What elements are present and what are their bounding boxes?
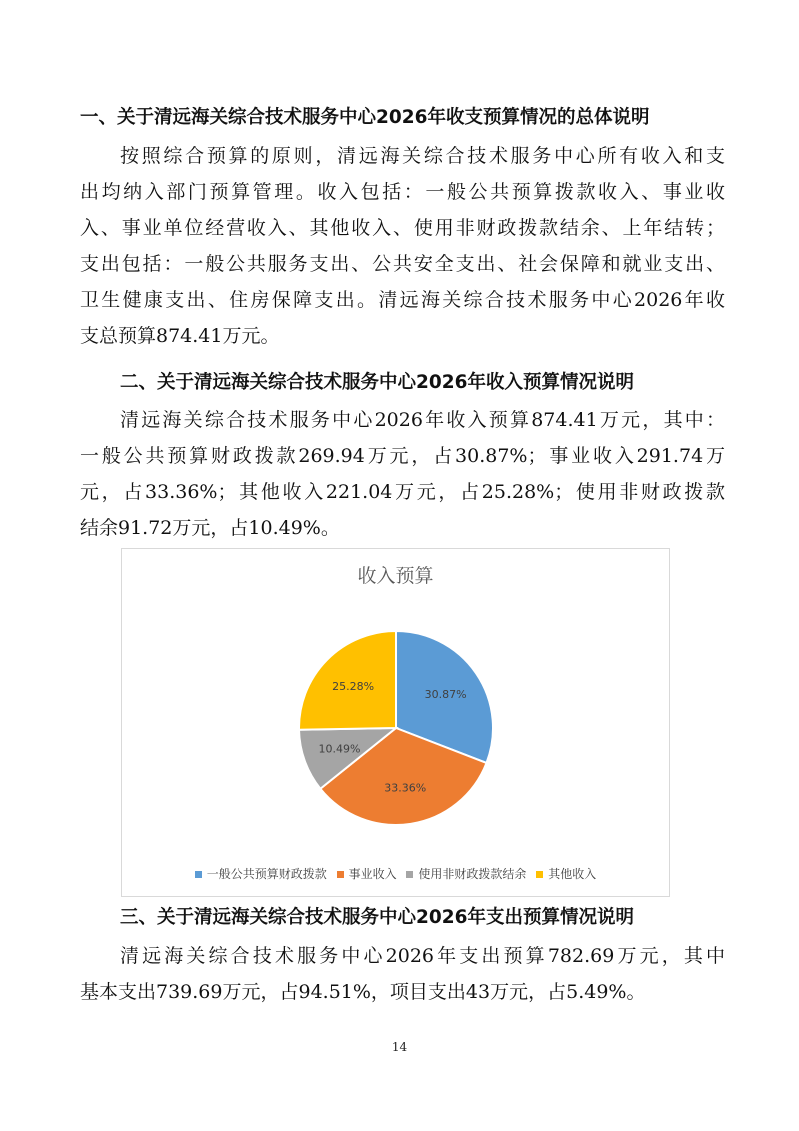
legend-label: 使用非财政拨款结余: [418, 867, 527, 881]
legend-label: 事业收入: [348, 867, 397, 881]
section1-heading: 一、关于清远海关综合技术服务中心2026年收支预算情况的总体说明: [80, 107, 650, 128]
page-number: 14: [391, 1040, 408, 1054]
legend-swatch: [536, 871, 543, 878]
legend-item: [406, 865, 526, 882]
section3-paragraph: [80, 938, 725, 1010]
chart-legend: [122, 865, 669, 882]
paragraph-line: 元，占33.36%；其他收入221.04万元，占25.28%；使用非财政拨款: [80, 481, 725, 503]
legend-item: [536, 865, 596, 882]
paragraph-line: 清远海关综合技术服务中心2026年收入预算874.41万元，其中：: [120, 409, 725, 431]
paragraph-line: 一般公共预算财政拨款269.94万元，占30.87%；事业收入291.74万: [80, 445, 725, 467]
paragraph-line: 支出包括：一般公共服务支出、公共安全支出、社会保障和就业支出、: [80, 253, 725, 275]
paragraph-line: 结余91.72万元，占10.49%。: [80, 517, 340, 539]
paragraph-line: 出均纳入部门预算管理。收入包括：一般公共预算拨款收入、事业收: [80, 181, 725, 203]
pie-data-label-3: 25.28%: [332, 679, 375, 693]
section2-heading: 二、关于清远海关综合技术服务中心2026年收入预算情况说明: [120, 372, 634, 393]
pie-chart: [122, 549, 669, 849]
paragraph-line: 入、事业单位经营收入、其他收入、使用非财政拨款结余、上年结转；: [80, 217, 725, 239]
pie-data-label-0: 30.87%: [424, 687, 467, 701]
section1-paragraph: [80, 138, 725, 354]
section3-heading: 三、关于清远海关综合技术服务中心2026年支出预算情况说明: [120, 907, 634, 928]
legend-swatch: [406, 871, 413, 878]
paragraph-line: 按照综合预算的原则，清远海关综合技术服务中心所有收入和支: [120, 145, 725, 167]
pie-data-label-2: 10.49%: [318, 742, 361, 756]
legend-item: [337, 865, 397, 882]
legend-swatch: [195, 871, 202, 878]
chart-title: 收入预算: [357, 565, 434, 587]
legend-item: [195, 865, 327, 882]
section2-paragraph: [80, 402, 725, 546]
legend-swatch: [337, 871, 344, 878]
paragraph-line: 基本支出739.69万元，占94.51%，项目支出43万元，占5.49%。: [80, 981, 646, 1003]
income-budget-chart: [121, 548, 670, 897]
paragraph-line: 支总预算874.41万元。: [80, 325, 280, 347]
legend-label: 其他收入: [548, 867, 597, 881]
paragraph-line: 卫生健康支出、住房保障支出。清远海关综合技术服务中心2026年收: [80, 289, 725, 311]
paragraph-line: 清远海关综合技术服务中心2026年支出预算782.69万元，其中: [120, 945, 725, 967]
legend-label: 一般公共预算财政拨款: [206, 867, 327, 881]
pie-data-label-1: 33.36%: [384, 781, 427, 795]
